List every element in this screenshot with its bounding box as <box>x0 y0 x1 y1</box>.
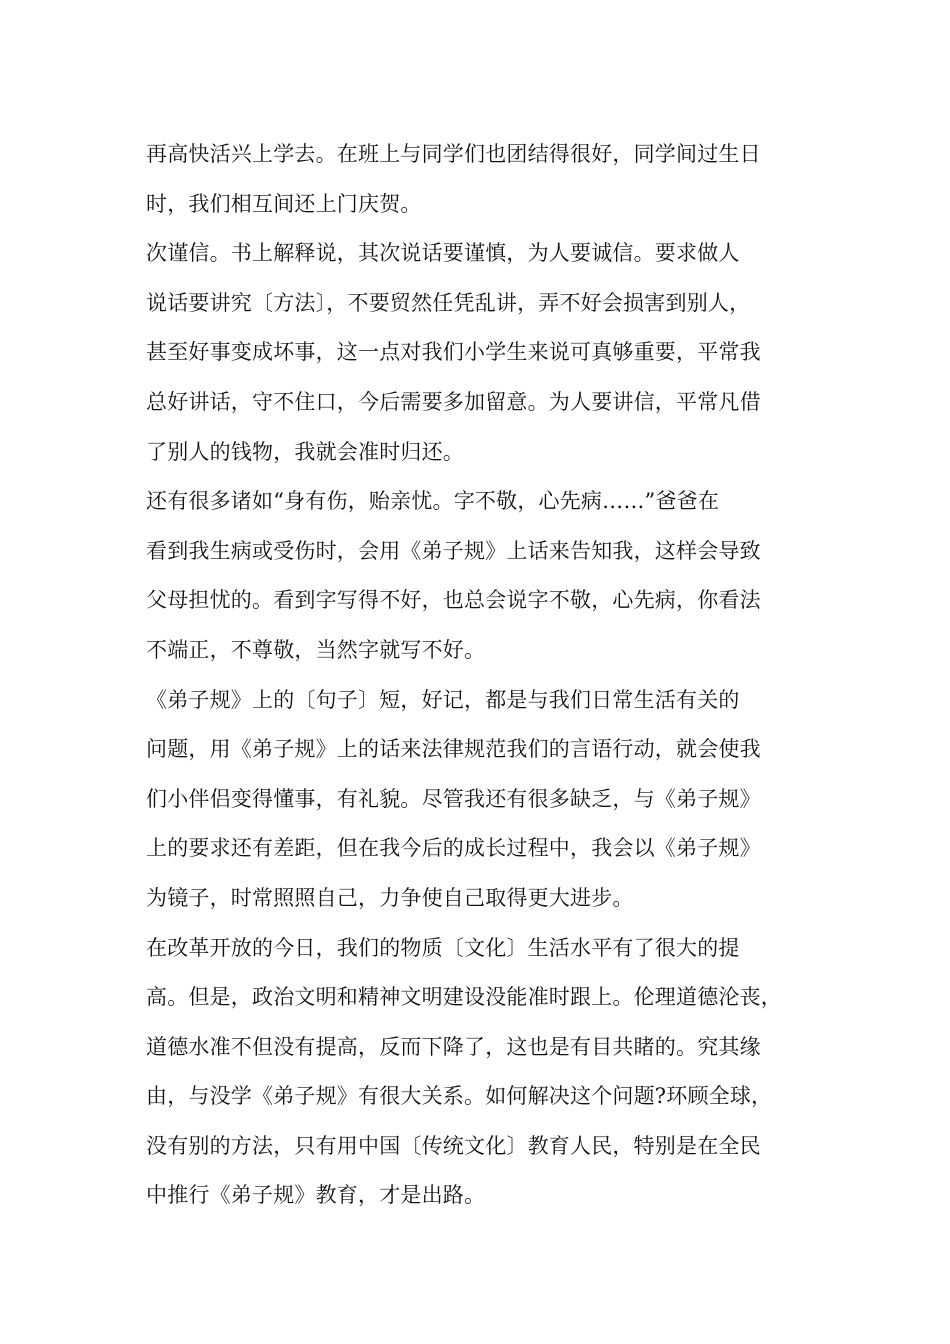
text-line: 总好讲话，守不住口，今后需要多加留意。为人要讲信，平常凡借 <box>146 389 761 414</box>
text-line: 看到我生病或受伤时，会用《弟子规》上话来告知我，这样会导致 <box>146 538 761 563</box>
text-line: 时，我们相互间还上门庆贺。 <box>146 191 422 216</box>
text-line: 还有很多诸如“身有伤，贻亲忧。字不敬，心先病……”爸爸在 <box>146 489 720 514</box>
text-line: 了别人的钱物，我就会准时归还。 <box>146 439 464 464</box>
text-line: 没有别的方法，只有用中国〔传统文化〕教育人民，特别是在全民 <box>146 1133 761 1158</box>
text-line: 上的要求还有差距，但在我今后的成长过程中，我会以《弟子规》 <box>146 836 761 861</box>
text-line: 高。但是，政治文明和精神文明建设没能准时跟上。伦理道德沦丧， <box>146 985 782 1010</box>
text-line: 由，与没学《弟子规》有很大关系。如何解决这个问题?环顾全球， <box>146 1084 773 1109</box>
text-line: 《弟子规》上的〔句子〕短，好记，都是与我们日常生活有关的 <box>146 687 740 712</box>
text-line: 中推行《弟子规》教育，才是出路。 <box>146 1183 486 1208</box>
text-line: 再高快活兴上学去。在班上与同学们也团结得很好，同学间过生日 <box>146 142 761 166</box>
text-line: 次谨信。书上解释说，其次说话要谨慎，为人要诚信。要求做人 <box>146 241 740 266</box>
text-line: 为镜子，时常照照自己，力争使自己取得更大进步。 <box>146 885 634 910</box>
text-line: 父母担忧的。看到字写得不好，也总会说字不敬，心先病，你看法 <box>146 588 761 613</box>
text-line: 道德水准不但没有提高，反而下降了，这也是有目共睹的。究其缘 <box>146 1034 761 1059</box>
text-line: 甚至好事变成坏事，这一点对我们小学生来说可真够重要，平常我 <box>146 340 761 365</box>
text-line: 在改革开放的今日，我们的物质〔文化〕生活水平有了很大的提 <box>146 935 740 960</box>
document-body <box>146 130 826 1221</box>
text-line: 们小伴侣变得懂事，有礼貌。尽管我还有很多缺乏，与《弟子规》 <box>146 786 761 811</box>
text-line: 不端正，不尊敬，当然字就写不好。 <box>146 637 486 662</box>
text-line: 问题，用《弟子规》上的话来法律规范我们的言语行动，就会使我 <box>146 737 761 762</box>
text-line: 说话要讲究〔方法〕，不要贸然任凭乱讲，弄不好会损害到别人， <box>146 290 751 315</box>
